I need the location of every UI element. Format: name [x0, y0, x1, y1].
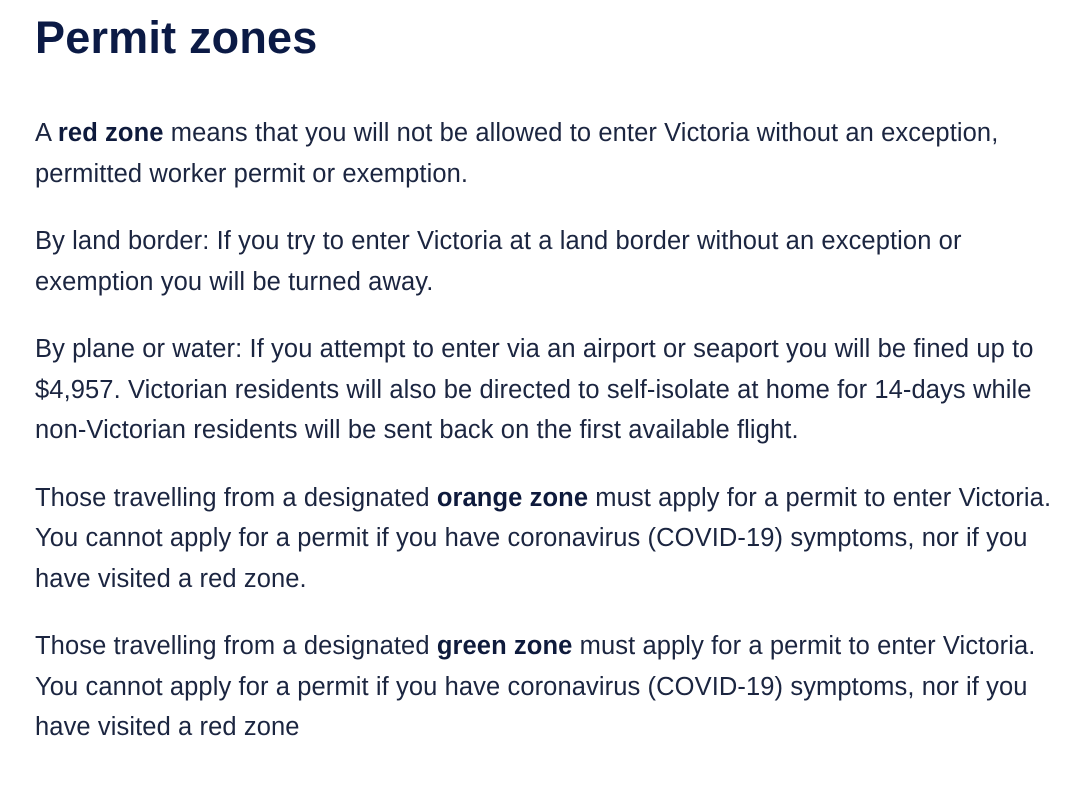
paragraph-plane-or-water: By plane or water: If you attempt to enter via an airport or seaport you will be fined up to $4,957. Victorian residents will also be directed to self-isolate at home for 14-days while non-Victorian residents will be sent back on the first available flight.: [35, 335, 1034, 444]
paragraph-text: Those travelling from a designated: [35, 632, 437, 660]
paragraph-text: Those travelling from a designated: [35, 483, 437, 512]
paragraph-text: must apply for a permit to enter Victoria. You cannot apply for a permit if you have coronavirus (COVID-19) symptoms, nor if you have visited a red zone.: [35, 483, 1052, 593]
content-body: [35, 113, 1052, 748]
paragraph-text: A: [35, 119, 58, 147]
green-zone-term: green zone: [436, 632, 573, 660]
red-zone-term: red zone: [57, 119, 164, 147]
paragraph-red-zone: [35, 113, 1052, 194]
paragraph-text: must apply for a permit to enter Victoria. You cannot apply for a permit if you have coronavirus (COVID-19) symptoms, nor if you have visited a red zone: [35, 632, 1036, 741]
paragraph-orange-zone: [35, 478, 1052, 600]
paragraph-text: means that you will not be allowed to enter Victoria without an exception, permitted worker permit or exemption.: [35, 119, 999, 188]
paragraph-land-border: By land border: If you try to enter Victoria at a land border without an exception or exemption you will be turned away.: [35, 227, 962, 296]
orange-zone-term: orange zone: [436, 483, 589, 512]
paragraph-green-zone: [35, 626, 1052, 748]
page-title: Permit zones: [35, 12, 318, 63]
